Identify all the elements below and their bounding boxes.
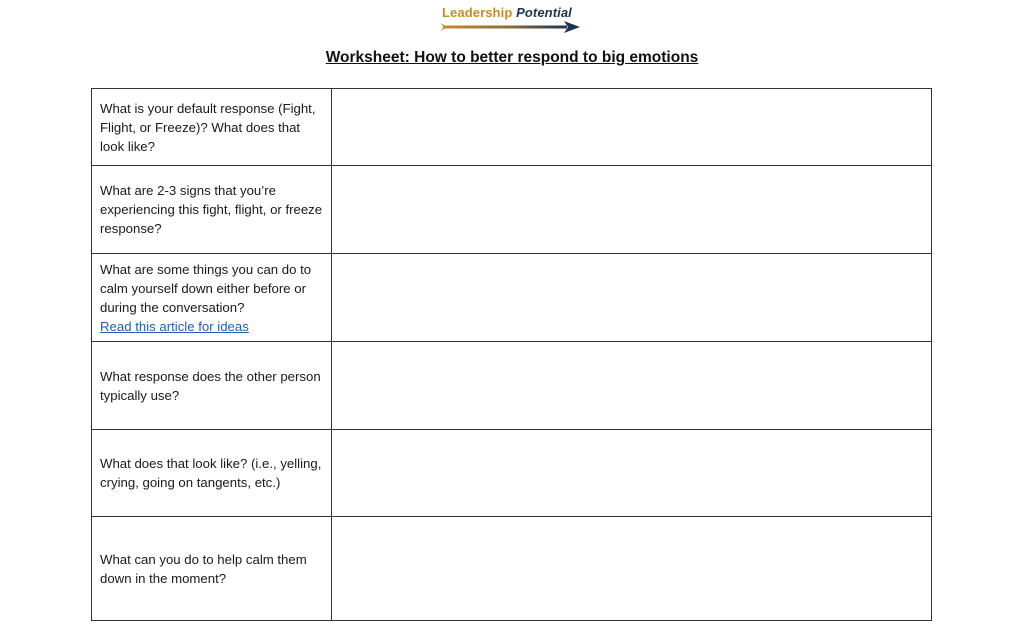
arrow-icon [440,21,582,33]
leadership-potential-logo [440,4,585,34]
answer-cell[interactable] [332,430,932,517]
table-row [92,166,932,254]
question-cell [92,254,332,342]
worksheet-table [91,88,932,621]
table-row [92,430,932,517]
table-row [92,342,932,430]
table-row [92,254,932,342]
question-text: What response does the other person typically use? [100,368,321,403]
logo-word-potential: Potential [516,5,572,20]
page-title: Worksheet: How to better respond to big emotions [325,49,699,66]
question-text: What does that look like? (i.e., yelling, crying, going on tangents, etc.) [100,456,322,490]
question-text: What can you do to help calm them down in the moment? [100,551,307,586]
logo-text [442,5,572,20]
question-cell [92,89,332,166]
question-cell [92,430,332,517]
question-cell [92,342,332,430]
question-text: What are some things you can do to calm yourself down either before or during the conversation? [100,261,312,315]
question-cell [92,166,332,254]
answer-cell[interactable] [332,254,932,342]
question-text: What is your default response (Fight, Flight, or Freeze)? What does that look like? [100,100,316,154]
answer-cell[interactable] [332,89,932,166]
answer-cell[interactable] [332,166,932,254]
answer-cell[interactable] [332,517,932,621]
article-link[interactable]: Read this article for ideas [100,318,249,334]
question-cell [92,517,332,621]
logo-word-leadership: Leadership [442,5,513,20]
table-row [92,89,932,166]
question-text: What are 2-3 signs that you’re experiencing this fight, flight, or freeze response? [100,183,323,236]
table-row [92,517,932,621]
answer-cell[interactable] [332,342,932,430]
